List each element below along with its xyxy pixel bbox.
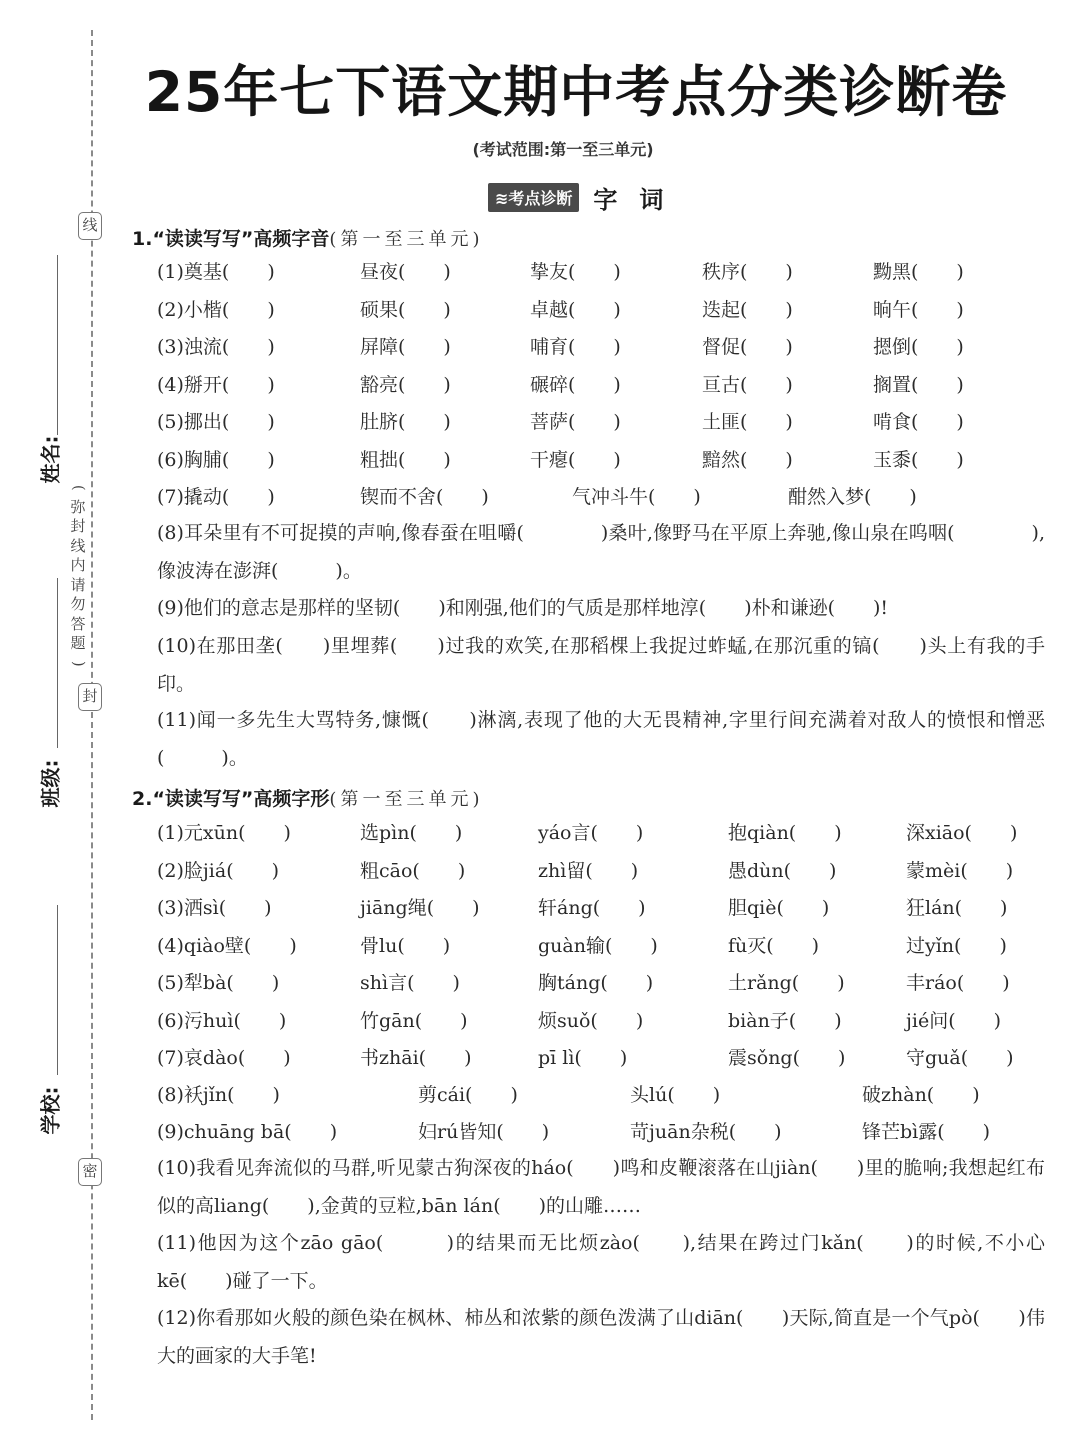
q2-item-2-2: 粗cāo( ) (360, 859, 466, 882)
q1-item-4-1: (4)掰开( ) (157, 373, 275, 396)
exam-scope: (考试范围:第一至三单元) (472, 140, 654, 159)
q2-item-9-3: 苛juān杂税( ) (630, 1121, 782, 1143)
q2-item-7-2: 书zhāi( ) (360, 1047, 472, 1069)
question-1-item-11: (11)闻一多先生大骂特务,慷慨( )淋漓,表现了他的大无畏精神,字里行间充满着对敌人的愤恨和憎恶( )。 (157, 709, 1045, 769)
q1-item-7-3: 气冲斗牛( ) (572, 486, 701, 508)
q2-item-6-5: jié问( ) (906, 1009, 1002, 1032)
q2-item-8-3: 头lú( ) (630, 1084, 721, 1106)
q2-item-1-4: 抱qiàn( ) (728, 822, 842, 844)
section-header (488, 180, 685, 215)
q1-item-6-5: 玉黍( ) (873, 448, 964, 471)
q1-item-7-4: 酣然入梦( ) (788, 486, 917, 508)
q1-item-2-2: 硕果( ) (360, 298, 451, 321)
class-blank-line (57, 578, 58, 748)
q2-item-4-3: guàn输( ) (538, 934, 658, 957)
q1-item-6-3: 干瘪( ) (530, 448, 621, 471)
question-1-label: 1.“读读写写”高频字音 (132, 228, 330, 250)
q2-item-5-3: 胸táng( ) (538, 972, 654, 994)
q1-item-6-2: 粗拙( ) (360, 448, 451, 471)
q1-item-1-4: 秩序( ) (702, 261, 793, 283)
q1-item-4-3: 碾碎( ) (530, 373, 621, 396)
school-blank-line (57, 905, 58, 1075)
seal-char-xian: 线 (78, 212, 102, 240)
q2-item-3-5: 狂lán( ) (906, 897, 1008, 919)
question-1-item-9: (9)他们的意志是那样的坚韧( )和刚强,他们的气质是那样地淳( )朴和谦逊( )! (157, 597, 889, 619)
seal-char-feng: 封 (78, 683, 102, 711)
question-2-heading (132, 784, 483, 811)
question-1-item-8: (8)耳朵里有不可捉摸的声响,像春蚕在咀嚼( )桑叶,像野马在平原上奔驰,像山泉在呜咽( ),像波涛在澎湃( )。 (157, 522, 1045, 582)
q2-item-1-5: 深xiāo( ) (906, 822, 1018, 844)
q2-item-4-2: 骨lu( ) (360, 934, 451, 957)
q1-item-1-3: 挚友( ) (530, 261, 621, 283)
q1-item-4-5: 搁置( ) (873, 373, 964, 396)
q1-item-1-2: 昼夜( ) (360, 261, 451, 283)
q2-item-4-1: (4)qiào壁( ) (157, 934, 297, 957)
seal-char-mi: 密 (78, 1158, 102, 1186)
q2-item-2-5: 蒙mèi( ) (906, 859, 1014, 882)
name-blank-line (57, 255, 58, 435)
q1-item-1-1: (1)奠基( ) (157, 261, 275, 283)
q2-item-6-2: 竹gān( ) (360, 1009, 468, 1032)
question-2-item-12: (12)你看那如火般的颜色染在枫林、柿丛和浓紫的颜色泼满了山diān( )天际,简直是一个气pò( )伟大的画家的大手笔! (157, 1307, 1045, 1367)
question-1-item-10: (10)在那田垄( )里埋葬( )过我的欢笑,在那稻棵上我捉过蚱蜢,在那沉重的镐( )头上有我的手印。 (157, 635, 1045, 695)
q2-item-5-2: shì言( ) (360, 972, 460, 994)
q2-item-3-3: 轩áng( ) (538, 897, 646, 919)
q2-item-9-1: (9)chuāng bā( ) (157, 1121, 338, 1143)
q1-item-3-1: (3)浊流( ) (157, 336, 275, 358)
q1-item-3-3: 哺育( ) (530, 336, 621, 358)
q1-item-4-4: 亘古( ) (702, 373, 793, 396)
section-title: 字词 (593, 186, 686, 214)
page-title: 25年七下语文期中考点分类诊断卷 (144, 60, 1008, 124)
q2-item-5-5: 丰ráo( ) (906, 972, 1010, 994)
q2-item-3-4: 胆qiè( ) (728, 897, 830, 919)
q1-item-6-1: (6)胸脯( ) (157, 448, 275, 471)
school-label: 学校: (38, 1086, 63, 1135)
q2-item-7-4: 震sǒng( ) (728, 1047, 846, 1069)
q1-item-2-4: 迭起( ) (702, 298, 793, 321)
q1-item-7-2: 锲而不舍( ) (360, 486, 489, 508)
q1-item-3-2: 屏障( ) (360, 336, 451, 358)
q2-item-8-2: 剪cái( ) (418, 1084, 518, 1106)
name-label: 姓名: (38, 435, 63, 484)
question-1-scope: (第一至三单元) (329, 229, 484, 250)
q2-item-2-4: 愚dùn( ) (728, 859, 837, 882)
q2-item-7-1: (7)哀dào( ) (157, 1047, 291, 1069)
q1-item-5-1: (5)挪出( ) (157, 411, 275, 433)
q1-item-5-4: 土匪( ) (702, 411, 793, 433)
question-2-scope: (第一至三单元) (329, 789, 484, 810)
q2-item-1-1: (1)元xūn( ) (157, 822, 291, 844)
q2-item-4-5: 过yǐn( ) (906, 934, 1007, 957)
question-2-label: 2.“读读写写”高频字形 (132, 788, 330, 810)
question-2-item-11: (11)他因为这个zāo gāo( )的结果而无比烦zào( ),结果在跨过门kǎn( )的时候,不小心kē( )碰了一下。 (157, 1232, 1045, 1292)
q1-item-3-4: 督促( ) (702, 336, 793, 358)
q1-item-5-5: 啃食( ) (873, 411, 964, 433)
q1-item-7-1: (7)撬动( ) (157, 486, 275, 508)
class-label: 班级: (38, 759, 63, 808)
q2-item-6-3: 烦suǒ( ) (538, 1009, 644, 1032)
seal-note: ( 弥 封 线 内 请 勿 答 题 ) (69, 484, 88, 667)
q1-item-1-5: 黝黑( ) (873, 261, 964, 283)
q2-item-9-2: 妇rú皆知( ) (418, 1121, 550, 1143)
question-2-item-10: (10)我看见奔流似的马群,听见蒙古狗深夜的háo( )鸣和皮鞭滚落在山jiàn( )里的脆响;我想起红布似的高liang( ),金黄的豆粒,bān lán( )的山雕…… (157, 1157, 1045, 1217)
q2-item-8-1: (8)袄jǐn( ) (157, 1084, 280, 1106)
q1-item-5-2: 肚脐( ) (360, 411, 451, 433)
q1-item-6-4: 黯然( ) (702, 448, 793, 471)
q2-item-7-3: pī lì( ) (538, 1047, 628, 1069)
q2-item-5-4: 土rǎng( ) (728, 972, 845, 994)
q2-item-4-4: fù灭( ) (728, 934, 820, 957)
section-badge: ≋考点诊断 (488, 183, 579, 212)
q1-item-3-5: 摁倒( ) (873, 336, 964, 358)
q1-item-5-3: 菩萨( ) (530, 411, 621, 433)
q1-item-2-1: (2)小楷( ) (157, 298, 275, 321)
q2-item-1-3: yáo言( ) (538, 822, 644, 844)
q2-item-7-5: 守guǎ( ) (906, 1047, 1014, 1069)
q2-item-2-1: (2)脸jiá( ) (157, 859, 280, 882)
q2-item-2-3: zhì留( ) (538, 859, 639, 882)
q1-item-2-5: 晌午( ) (873, 298, 964, 321)
q2-item-3-1: (3)洒sì( ) (157, 897, 272, 919)
q2-item-8-4: 破zhàn( ) (862, 1084, 980, 1106)
q1-item-2-3: 卓越( ) (530, 298, 621, 321)
q2-item-1-2: 选pìn( ) (360, 822, 463, 844)
q2-item-6-4: biàn子( ) (728, 1009, 842, 1032)
q2-item-5-1: (5)犁bà( ) (157, 972, 280, 994)
q2-item-3-2: jiāng绳( ) (360, 897, 480, 919)
q1-item-4-2: 豁亮( ) (360, 373, 451, 396)
q2-item-9-4: 锋芒bì露( ) (862, 1121, 991, 1143)
question-1-heading (132, 224, 483, 251)
q2-item-6-1: (6)污huì( ) (157, 1009, 287, 1032)
